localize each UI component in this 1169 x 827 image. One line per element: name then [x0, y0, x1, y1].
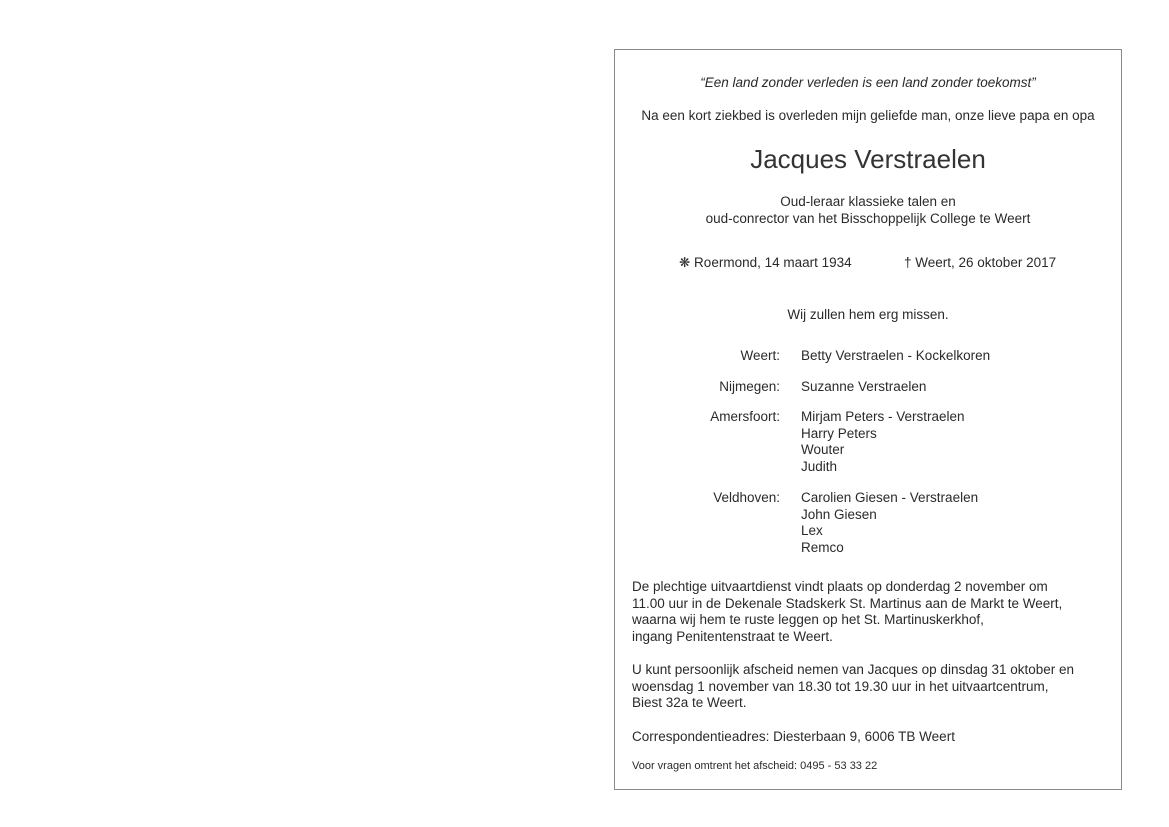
correspondence-address: Correspondentieadres: Diesterbaan 9, 6006 TB Weert: [632, 729, 955, 744]
contact-line: Voor vragen omtrent het afscheid: 0495 - 53 33 22: [632, 760, 878, 772]
birth-date: ❋ Roermond, 14 maart 1934: [679, 255, 852, 270]
deceased-name: Jacques Verstraelen: [750, 144, 986, 174]
family-place: Nijmegen:: [719, 379, 780, 394]
service-line: waarna wij hem te ruste leggen op het St. Martinuskerkhof,: [632, 612, 984, 628]
farewell-paragraph: [632, 662, 1074, 712]
family-names: [801, 348, 990, 365]
intro-text: Na een kort ziekbed is overleden mijn geliefde man, onze lieve papa en opa: [641, 108, 1095, 123]
family-member: Harry Peters: [801, 425, 877, 441]
family-place: Veldhoven:: [713, 490, 780, 505]
family-member: Lex: [801, 523, 823, 539]
obituary-card: [614, 49, 1122, 790]
family-member: Mirjam Peters - Verstraelen: [801, 409, 965, 424]
family-names: [801, 490, 978, 557]
family-names: [801, 379, 926, 396]
missed-line: Wij zullen hem erg missen.: [787, 307, 949, 322]
service-paragraph: [632, 579, 1062, 646]
farewell-line: U kunt persoonlijk afscheid nemen van Jacques op dinsdag 31 oktober en: [632, 662, 1075, 677]
family-member: Wouter: [801, 442, 845, 458]
family-member: Carolien Giesen - Verstraelen: [801, 490, 979, 505]
family-names: [801, 409, 965, 476]
role-line: Oud-leraar klassieke talen en: [780, 194, 956, 209]
service-line: De plechtige uitvaartdienst vindt plaats op donderdag 2 november om: [632, 579, 1048, 594]
service-line: ingang Penitentenstraat te Weert.: [632, 629, 833, 645]
family-member: John Giesen: [801, 506, 877, 522]
death-date: † Weert, 26 oktober 2017: [904, 255, 1057, 270]
family-member: Suzanne Verstraelen: [801, 379, 927, 394]
quote: “Een land zonder verleden is een land zonder toekomst”: [700, 75, 1036, 90]
farewell-line: woensdag 1 november van 18.30 tot 19.30 uur in het uitvaartcentrum,: [632, 678, 1049, 694]
family-member: Betty Verstraelen - Kockelkoren: [801, 348, 991, 363]
family-member: Judith: [801, 459, 838, 475]
family-member: Remco: [801, 540, 844, 556]
farewell-line: Biest 32a te Weert.: [632, 695, 747, 711]
service-line: 11.00 uur in de Dekenale Stadskerk St. Martinus aan de Markt te Weert,: [632, 595, 1063, 611]
family-place: Amersfoort:: [710, 409, 780, 424]
family-place: Weert:: [740, 348, 780, 363]
role-line: oud-conrector van het Bisschoppelijk College te Weert: [705, 211, 1031, 226]
